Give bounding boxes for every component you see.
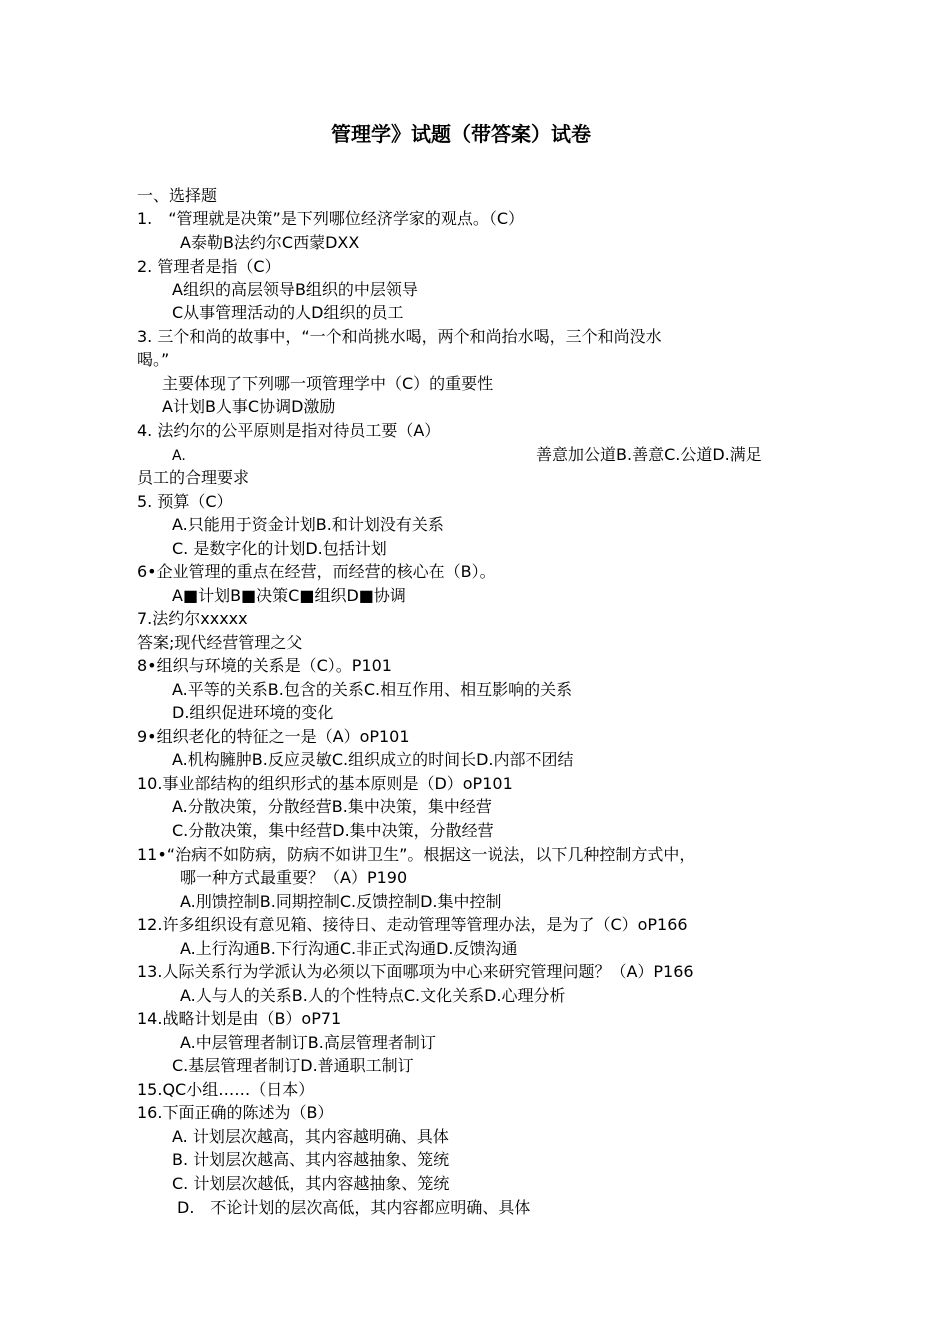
option-line: B. 计划层次越高、其内容越抽象、笼统	[172, 1150, 450, 1169]
question-line: 喝。”	[137, 350, 170, 369]
question-line: 哪一种方式最重要？（A）P190	[180, 868, 408, 887]
option-line: A.只能用于资金计划B.和计划没有关系	[172, 515, 444, 534]
question-line: 3. 三个和尚的故事中，“一个和尚挑水喝，两个和尚抬水喝，三个和尚没水	[137, 327, 662, 346]
option-line: A.刖馈控制B.同期控制C.反馈控制D.集中控制	[180, 892, 502, 911]
document-title: 管理学》试题（带答案）试卷	[331, 122, 591, 146]
option-line: A.分散决策，分散经营B.集中决策，集中经营	[172, 797, 492, 816]
option-line: C.基层管理者制订D.普通职工制订	[172, 1056, 414, 1075]
question-line: 9•组织老化的特征之一是（A）oP101	[137, 727, 410, 746]
option-line: C从事管理活动的人D组织的员工	[172, 303, 404, 322]
question-line: 11•“治病不如防病，防病不如讲卫生”。根据这一说法，以下几种控制方式中，	[137, 845, 696, 864]
question-line: 10.事业部结构的组织形式的基本原则是（D）oP101	[137, 774, 513, 793]
option-line: 善意加公道B.善意C.公道D.满足	[536, 445, 762, 464]
option-line: D. 不论计划的层次高低，其内容都应明确、具体	[177, 1198, 531, 1217]
question-line: 4. 法约尔的公平原则是指对待员工要（A）	[137, 421, 441, 440]
option-line: A. 计划层次越高，其内容越明确、具体	[172, 1127, 449, 1146]
option-line: A.人与人的关系B.人的个性特点C.文化关系D.心理分析	[180, 986, 566, 1005]
option-line: C. 是数字化的计划D.包括计划	[172, 539, 387, 558]
option-line: A.中层管理者制订B.高层管理者制订	[180, 1033, 436, 1052]
option-line: A.平等的关系B.包含的关系C.相互作用、相互影响的关系	[172, 680, 573, 699]
option-line: A.机构臃肿B.反应灵敏C.组织成立的时间长D.内部不团结	[172, 750, 574, 769]
question-line: 6•企业管理的重点在经营，而经营的核心在（B）。	[137, 562, 496, 581]
option-line: A组织的高层领导B组织的中层领导	[172, 280, 418, 299]
question-line: 16.下面正确的陈述为（B）	[137, 1103, 334, 1122]
option-line: A.	[172, 448, 186, 464]
option-line: A计划B人事C协调D激励	[162, 397, 336, 416]
answer-line: 答案;现代经营管理之父	[137, 633, 303, 652]
question-line: 1. “管理就是决策”是下列哪位经济学家的观点。（C）	[137, 209, 525, 228]
question-line: 15.QC小组……（日本）	[137, 1080, 315, 1099]
question-line: 14.战略计划是由（B）oP71	[137, 1009, 342, 1028]
question-line: 12.许多组织设有意见箱、接待日、走动管理等管理办法，是为了（C）oP166	[137, 915, 688, 934]
question-line: 5. 预算（C）	[137, 492, 233, 511]
option-line: A泰勒B法约尔C西蒙DXX	[180, 233, 360, 252]
option-line: C. 计划层次越低，其内容越抽象、笼统	[172, 1174, 450, 1193]
option-line: C.分散决策，集中经营D.集中决策，分散经营	[172, 821, 494, 840]
question-line: 2. 管理者是指（C）	[137, 257, 281, 276]
question-line: 13.人际关系行为学派认为必须以下面哪项为中心来研究管理问题？（A）P166	[137, 962, 694, 981]
option-line: A.上行沟通B.下行沟通C.非正式沟通D.反馈沟通	[180, 939, 518, 958]
question-line: 8•组织与环境的关系是（C）。P101	[137, 656, 392, 675]
question-line: 7.法约尔xxxxx	[137, 609, 248, 628]
question-line: 主要体现了下列哪一项管理学中（C）的重要性	[162, 374, 494, 393]
option-line: D.组织促进环境的变化	[172, 703, 334, 722]
option-line: 员工的合理要求	[137, 468, 250, 487]
section-heading: 一、选择题	[137, 186, 218, 205]
option-line: A■计划B■决策C■组织D■协调	[172, 586, 406, 605]
